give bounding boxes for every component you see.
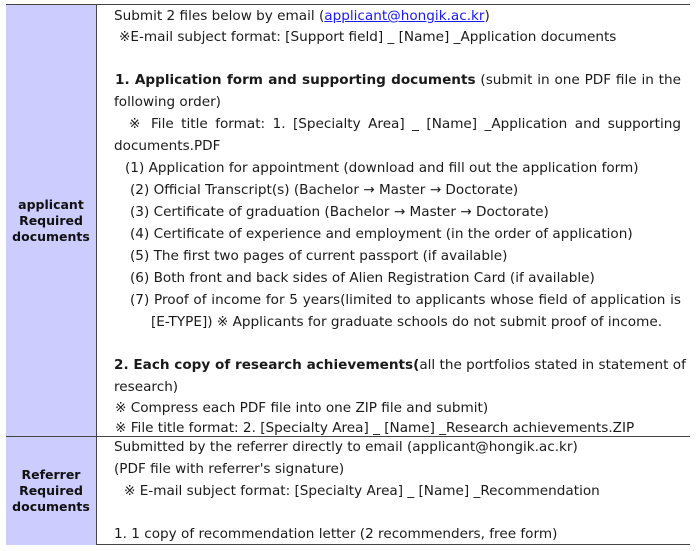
document-item: (7) Proof of income for 5 years(limited to applicants whose field of application is [130,292,681,308]
document-item-cont: [E-TYPE]) ※ Applicants for graduate schools do not submit proof of income. [151,314,663,330]
referrer-label-cell [6,437,97,545]
section1-heading: 1. Application form and supporting documents (submit in one PDF file in the [115,72,681,88]
referrer-subject-format: ※ E-mail subject format: [Specialty Area] _ [Name] _Recommendation [124,483,600,499]
referrer-label-line: Referrer [21,467,81,482]
referrer-row [6,436,690,545]
document-item: (5) The first two pages of current passport (if available) [130,248,508,264]
compress-note: ※ Compress each PDF file into one ZIP file and submit) [115,400,489,416]
requirements-table [6,4,690,545]
applicant-email-link[interactable]: applicant@hongik.ac.kr [324,8,485,24]
section2-heading-cont: research) [114,379,179,395]
intro-line: Submit 2 files below by email (applicant@hongik.ac.kr) [114,8,490,24]
email-subject-format: ※E-mail subject format: [Support field] _ [Name] _Application documents [119,29,617,45]
referrer-label-line: Required [19,483,83,498]
applicant-label-cell [6,5,97,436]
applicant-label-line: documents [12,228,90,244]
applicant-label-line: Required [19,212,83,228]
section1-title-format-cont: documents.PDF [114,138,221,154]
section2-heading: 2. Each copy of research achievements(all the portfolios stated in statement of [114,357,686,373]
referrer-label-line: documents [12,499,90,514]
applicant-row [6,5,690,436]
referrer-content-cell [97,437,690,545]
section1-heading-cont: following order) [114,94,221,110]
referrer-line: Submitted by the referrer directly to email (applicant@hongik.ac.kr) [114,439,578,455]
document-item: (3) Certificate of graduation (Bachelor → Master → Doctorate) [130,204,549,220]
referrer-line: (PDF file with referrer's signature) [114,461,345,477]
section1-title-format: ※ File title format: 1. [Specialty Area] _ [Name] _Application and supporting [129,116,681,132]
referrer-item: 1. 1 copy of recommendation letter (2 recommenders, free form) [114,526,558,542]
applicant-content-cell [97,5,690,436]
applicant-label-line: applicant [18,196,84,212]
document-item: (2) Official Transcript(s) (Bachelor → Master → Doctorate) [130,182,519,198]
document-item: (4) Certificate of experience and employment (in the order of application) [130,226,633,242]
section2-title-format: ※ File title format: 2. [Specialty Area] _ [Name] _Research achievements.ZIP [115,420,635,436]
document-item: (6) Both front and back sides of Alien Registration Card (if available) [130,270,595,286]
document-item: (1) Application for appointment (download and fill out the application form) [125,160,639,176]
